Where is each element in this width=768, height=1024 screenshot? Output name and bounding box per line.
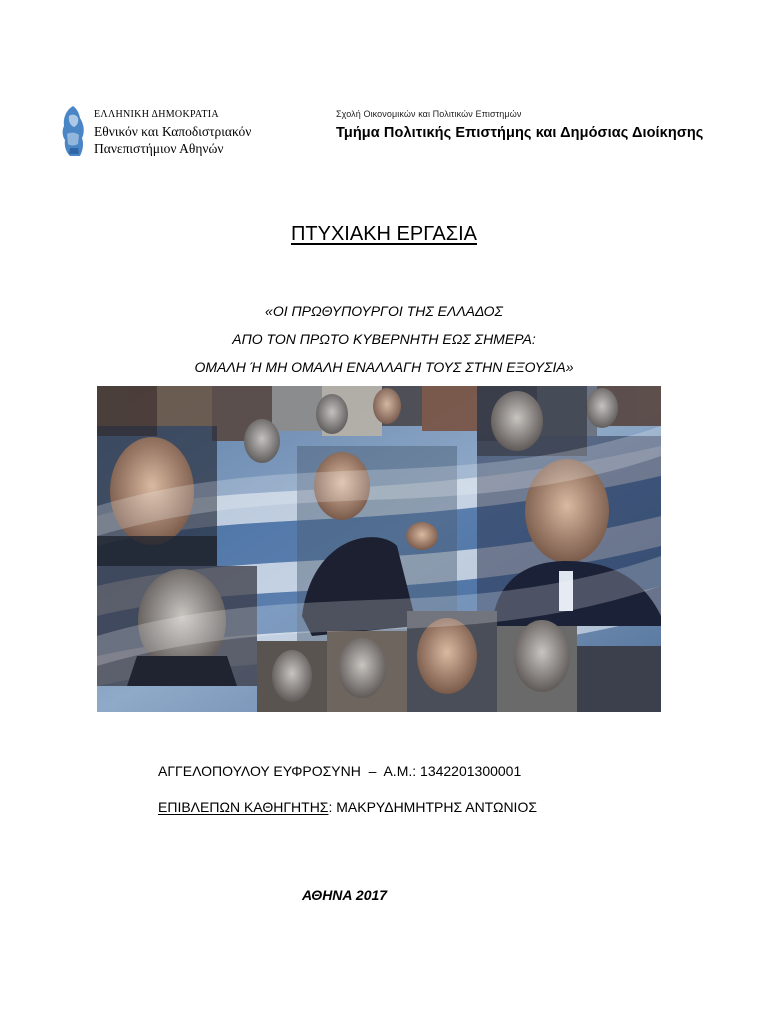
supervisor-name: ΜΑΚΡΥΔΗΜΗΤΡΗΣ ΑΝΤΩΝΙΟΣ xyxy=(336,799,537,815)
author-line xyxy=(158,763,521,779)
university-line2: Εθνικόν και Καποδιστριακόν xyxy=(94,124,252,139)
university-line1: ΕΛΛΗΝΙΚΗ ΔΗΜΟΚΡΑΤΙΑ xyxy=(94,109,219,120)
author-name: ΑΓΓΕΛΟΠΟΥΛΟΥ ΕΥΦΡΟΣΥΝΗ xyxy=(158,763,361,779)
supervisor-label: ΕΠΙΒΛΕΠΩΝ ΚΑΘΗΓΗΤΗΣ xyxy=(158,799,329,815)
author-separator: – xyxy=(368,763,377,779)
prime-ministers-collage xyxy=(97,386,661,712)
thesis-subtitle xyxy=(0,297,768,381)
university-line3: Πανεπιστήμιον Αθηνών xyxy=(94,141,224,156)
subtitle-line3: ΟΜΑΛΗ Ή ΜΗ ΟΜΑΛΗ ΕΝΑΛΛΑΓΗ ΤΟΥΣ ΣΤΗΝ ΕΞΟΥΣΙΑ» xyxy=(194,359,574,375)
university-logo xyxy=(58,104,288,160)
subtitle-line2: ΑΠΟ ΤΟΝ ΠΡΩΤΟ ΚΥΒΕΡΝΗΤΗ ΕΩΣ ΣΗΜΕΡΑ: xyxy=(232,331,536,347)
student-id-label: Α.Μ.: xyxy=(383,763,417,779)
department-heading xyxy=(336,109,703,141)
school-name: Σχολή Οικονομικών και Πολιτικών Επιστημών xyxy=(336,109,522,119)
document-title: ΠΤΥΧΙΑΚΗ ΕΡΓΑΣΙΑ xyxy=(290,223,478,245)
student-id-value: 1342201300001 xyxy=(420,763,522,779)
subtitle-line1: «ΟΙ ΠΡΩΘΥΠΟΥΡΓΟΙ ΤΗΣ ΕΛΛΑΔΟΣ xyxy=(265,303,503,319)
supervisor-line xyxy=(158,799,537,815)
university-name xyxy=(94,106,251,157)
department-name: Τμήμα Πολιτικής Επιστήμης και Δημόσιας Διοίκησης xyxy=(336,125,704,141)
athena-emblem-icon xyxy=(58,104,88,158)
place-and-year: ΑΘΗΝΑ 2017 xyxy=(302,887,388,903)
collage-image xyxy=(97,386,661,712)
supervisor-colon: : xyxy=(328,799,333,815)
